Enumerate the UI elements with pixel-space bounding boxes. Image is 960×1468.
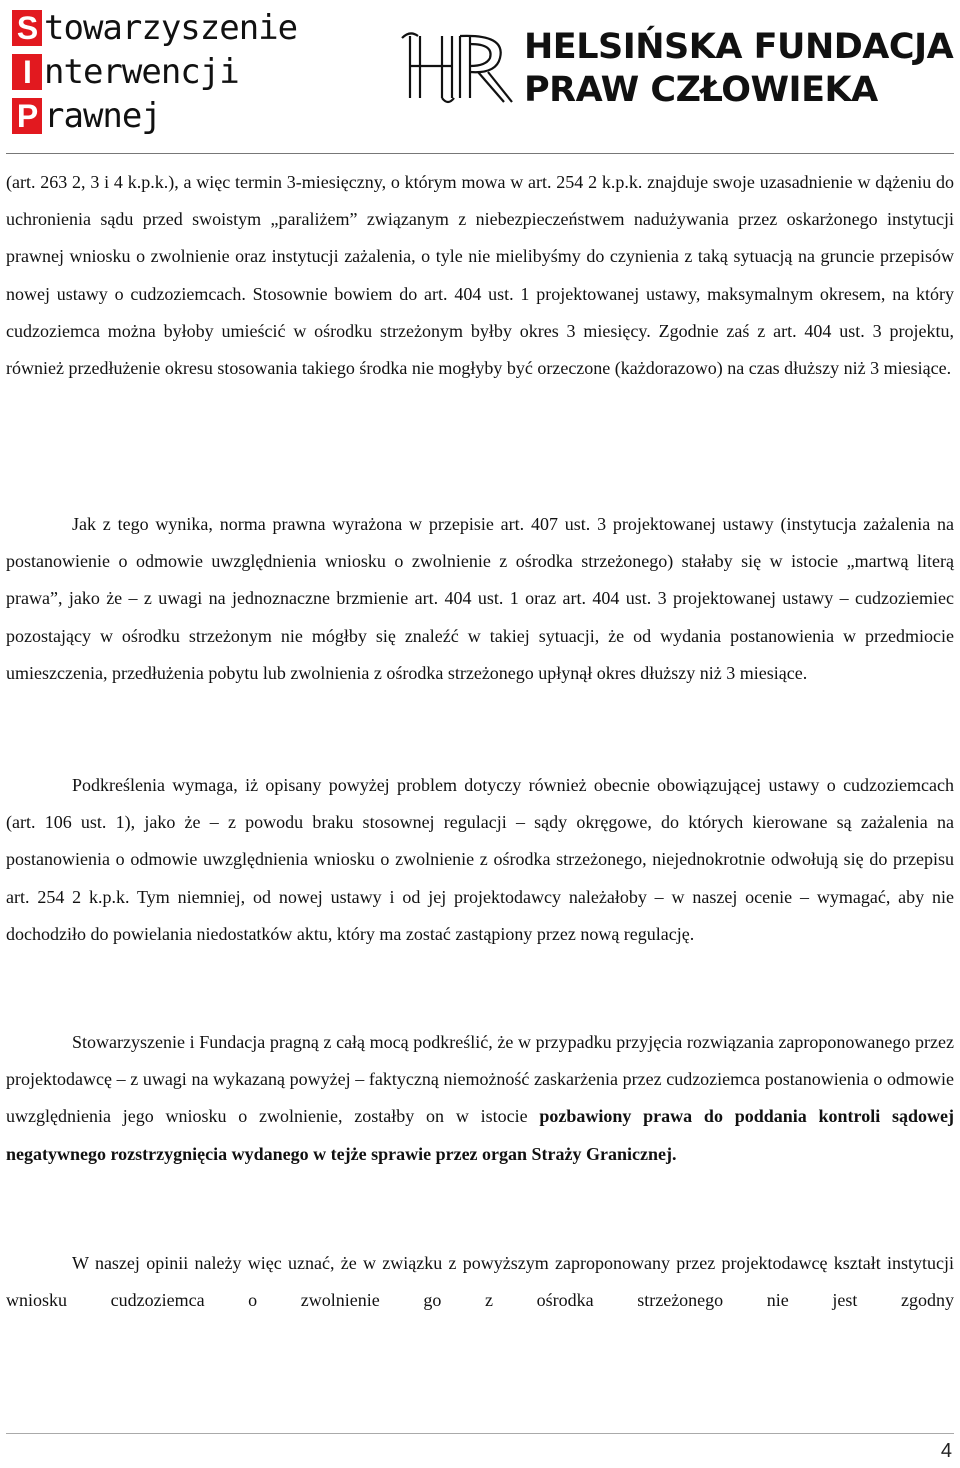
stowarzyszenie-logo: [12, 6, 352, 138]
logo-line-2: nterwencji: [44, 52, 239, 92]
paragraph-4-text: Stowarzyszenie i Fundacja pragną z całą mocą podkreślić, że w przypadku przyjęcia rozwiązania zaproponowanego przez projektodawcę – z uwagi na wykazaną powyżej – faktyczną niemożność zaskarżenia przez cudzoziemca postanowienia o odmowie uwzględnienia jego wniosku o zwolnienie, zostałby on w istocie: [6, 1032, 954, 1127]
logo-initial-s: S: [12, 10, 42, 46]
footer-divider: [6, 1433, 954, 1434]
page-header: [0, 0, 960, 150]
hf-title-line-2: PRAW CZŁOWIEKA: [524, 70, 878, 110]
logo-initial-p: P: [12, 98, 42, 134]
logo-line-1: towarzyszenie: [44, 8, 298, 48]
hfhr-mark-icon: [396, 26, 514, 108]
paragraph-1: (art. 263 2, 3 i 4 k.p.k.), a więc termin 3-miesięczny, o którym mowa w art. 254 2 k.p.k. znajduje swoje uzasadnienie w dążeniu do uchronienia sądu przed swoistym „paraliżem” związanym z niebezpieczeństwem nadużywania przez oskarżonego instytucji prawnej wniosku o zwolnienie oraz instytucji zażalenia, o tyle nie mielibyśmy do czynienia z taką sytuacją na gruncie przepisów nowej ustawy o cudzoziemcach. Stosownie bowiem do art. 404 ust. 1 projektowanej ustawy, maksymalnym okresem, na który cudzoziemca można byłoby umieścić w ośrodku strzeżonym byłby okres 3 miesięcy. Zgodnie zaś z art. 404 ust. 3 projektu, również przedłużenie okresu stosowania takiego środka nie mogłyby być orzeczone (każdorazowo) na czas dłuższy niż 3 miesiące.: [6, 172, 954, 379]
logo-line-3: rawnej: [44, 96, 161, 136]
header-divider: [6, 153, 954, 154]
logo-initial-i: I: [12, 54, 42, 90]
paragraph-4: [6, 1024, 954, 1173]
paragraph-2: Jak z tego wynika, norma prawna wyrażona w przepisie art. 407 ust. 3 projektowanej ustawy (instytucja zażalenia na postanowienie o odmowie uwzględnienia wniosku o zwolnienie z ośrodka strzeżonego) stałaby się w istocie „martwą literą prawa”, jako że – z uwagi na jednoznaczne brzmienie art. 404 ust. 1 oraz art. 404 ust. 3 projektowanej ustawy – cudzoziemiec pozostający w ośrodku strzeżonym nie mógłby się znaleźć w takiej sytuacji, że od wydania postanowienia w przedmiocie umieszczenia, przedłużenia pobytu lub zwolnienia z ośrodka strzeżonego upłynął okres dłuższy niż 3 miesiące.: [6, 514, 954, 683]
hf-title-line-1: HELSIŃSKA FUNDACJA: [524, 27, 954, 67]
helsinska-fundacja-logo: [396, 20, 956, 110]
paragraph-3: Podkreślenia wymaga, iż opisany powyżej problem dotyczy również obecnie obowiązującej ustawy o cudzoziemcach (art. 106 ust. 1), jako że – z powodu braku stosownej regulacji – sądy okręgowe, do których kierowane są zażalenia na postanowienia o odmowie uwzględnienia wniosku o zwolnienie z ośrodka strzeżonego, niejednokrotnie odwołują się do przepisu art. 254 2 k.p.k. Tym niemniej, od nowej ustawy i od jej projektodawcy należałoby – w naszej ocenie – wymagać, aby nie dochodziło do powielania niedostatków aktu, który ma zostać zastąpiony przez nową regulację.: [6, 775, 954, 944]
page-number: 4: [940, 1440, 952, 1462]
paragraph-5: W naszej opinii należy więc uznać, że w związku z powyższym zaproponowany przez projektodawcę kształt instytucji wniosku cudzoziemca o zwolnienie go z ośrodka strzeżonego nie jest zgodny: [6, 1253, 954, 1311]
paragraph-4-bold-emphasis: pozbawiony prawa do poddania kontroli sądowej negatywnego rozstrzygnięcia wydanego w tejże sprawie przez organ Straży Granicznej.: [6, 1106, 954, 1164]
